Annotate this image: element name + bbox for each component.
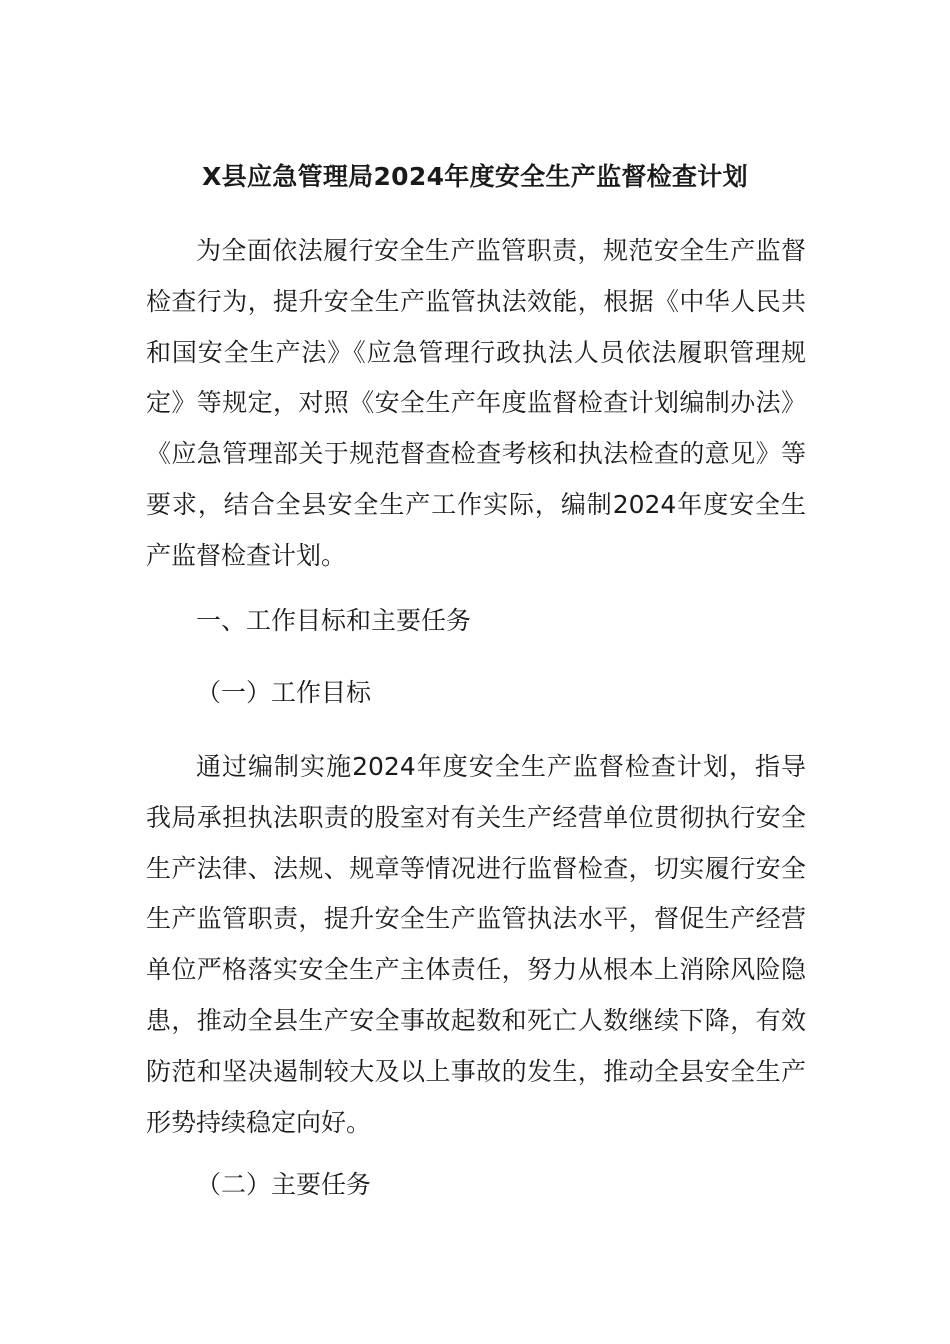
intro-paragraph: 为全面依法履行安全生产监管职责，规范安全生产监督检查行为，提升安全生产监管执法效能，根据《中华人民共和国安全生产法》《应急管理行政执法人员依法履职管理规定》等规定，对照《安全生产年度监督检查计划编制办法》《应急管理部关于规范督查检查考核和执法检查的意见》等要求，结合全县安全生产工作实际，编制2024年度安全生产监督检查计划。 bbox=[146, 236, 806, 570]
subsection-heading-work-goals: （一）工作目标 bbox=[196, 678, 372, 707]
document-title: X县应急管理局2024年度安全生产监督检查计划 bbox=[202, 162, 748, 191]
goals-paragraph: 通过编制实施2024年度安全生产监督检查计划，指导我局承担执法职责的股室对有关生产经营单位贯彻执行安全生产法律、法规、规章等情况进行监督检查，切实履行安全生产监管职责，提升安全生产监管执法水平，督促生产经营单位严格落实安全生产主体责任，努力从根本上消除风险隐患，推动全县生产安全事故起数和死亡人数继续下降，有效防范和坚决遏制较大及以上事故的发生，推动全县安全生产形势持续稳定向好。 bbox=[146, 752, 806, 1137]
subsection-heading-main-tasks: （二）主要任务 bbox=[196, 1170, 372, 1199]
section-heading-goals-and-tasks: 一、工作目标和主要任务 bbox=[196, 606, 472, 635]
